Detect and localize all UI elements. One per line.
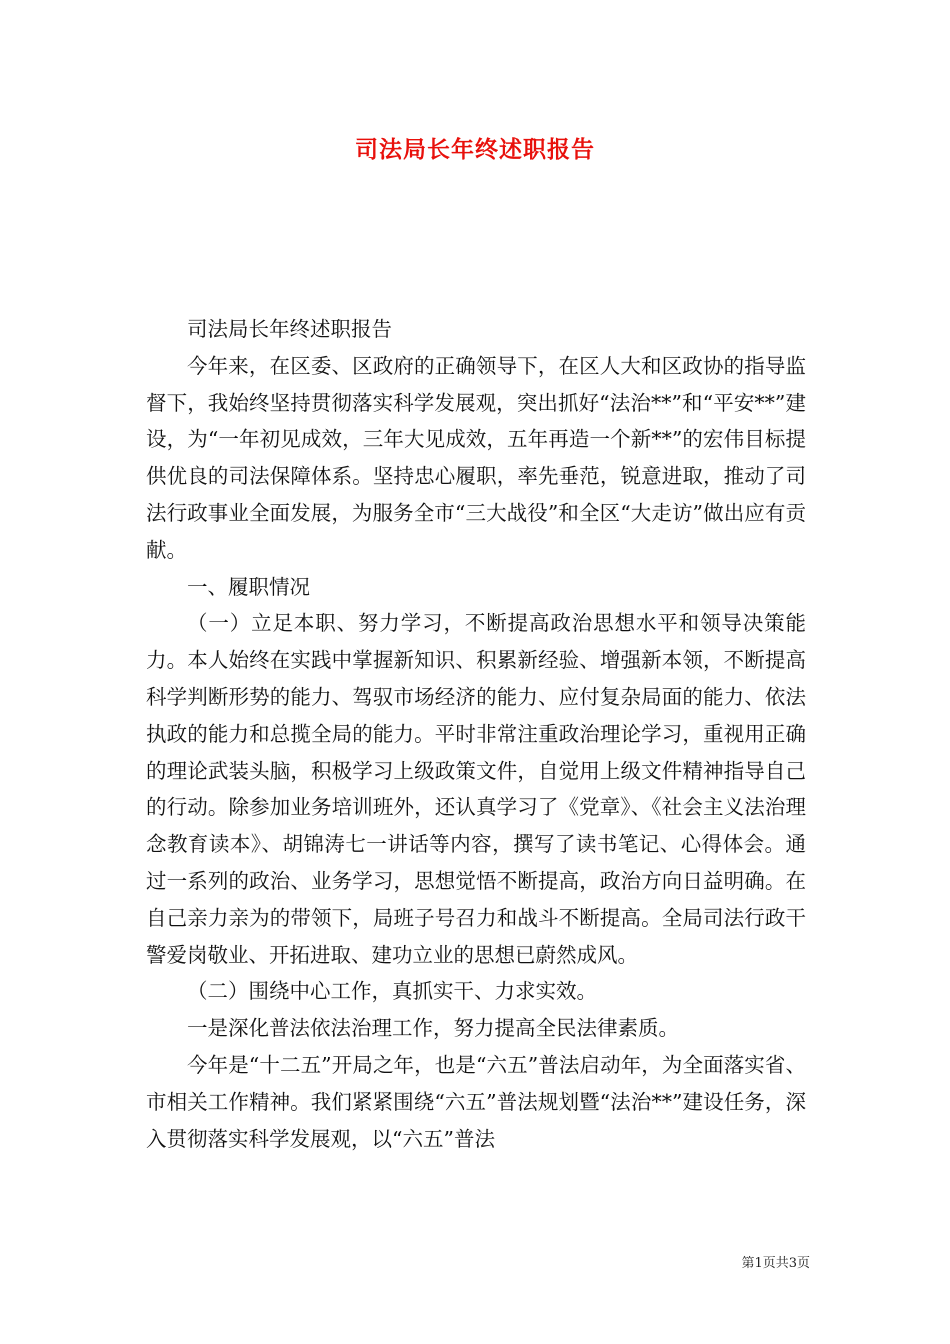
paragraph-intro: 今年来，在区委、区政府的正确领导下，在区人大和区政协的指导监督下，我始终坚持贯彻落实科学发展观，突出抓好“法治**”和“平安**”建设，为“一年初见成效，三年大见成效，五年再造一个新**”的宏伟目标提供优良的司法保障体系。坚持忠心履职，率先垂范，锐意进取，推动了司法行政事业全面发展，为服务全市“三大战役”和全区“大走访”做出应有贡献。 — [146, 353, 806, 562]
document-title: 司法局长年终述职报告 — [355, 136, 595, 163]
paragraph-subtitle: 司法局长年终述职报告 — [187, 317, 392, 341]
section-heading-duty: 一、履职情况 — [187, 574, 310, 599]
document-body — [146, 311, 806, 1157]
paragraph-study: （一）立足本职、努力学习，不断提高政治思想水平和领导决策能力。本人始终在实践中掌握新知识、积累新经验、增强新本领，不断提高科学判断形势的能力、驾驭市场经济的能力、应付复杂局面的能力、依法执政的能力和总揽全局的能力。平时非常注重政治理论学习，重视用正确的理论武装头脑，积极学习上级政策文件，自觉用上级文件精神指导自己的行动。除参加业务培训班外，还认真学习了《党章》、《社会主义法治理念教育读本》、胡锦涛七一讲话等内容，撰写了读书笔记、心得体会。通过一系列的政治、业务学习，思想觉悟不断提高，政治方向日益明确。在自己亲力亲为的带领下，局班子号召力和战斗不断提高。全局司法行政干警爱岗敬业、开拓进取、建功立业的思想已蔚然成风。 — [146, 611, 806, 967]
paragraph-six-five: 今年是“十二五”开局之年，也是“六五”普法启动年，为全面落实省、市相关工作精神。我们紧紧围绕“六五”普法规划暨“法治**”建设任务，深入贯彻落实科学发展观，以“六五”普法 — [146, 1052, 806, 1151]
subsection-heading-work: （二）围绕中心工作，真抓实干、力求实效。 — [187, 979, 597, 1004]
page-number-footer: 第1页共3页 — [741, 1256, 810, 1271]
paragraph-legal-education: 一是深化普法依法治理工作，努力提高全民法律素质。 — [187, 1016, 679, 1041]
